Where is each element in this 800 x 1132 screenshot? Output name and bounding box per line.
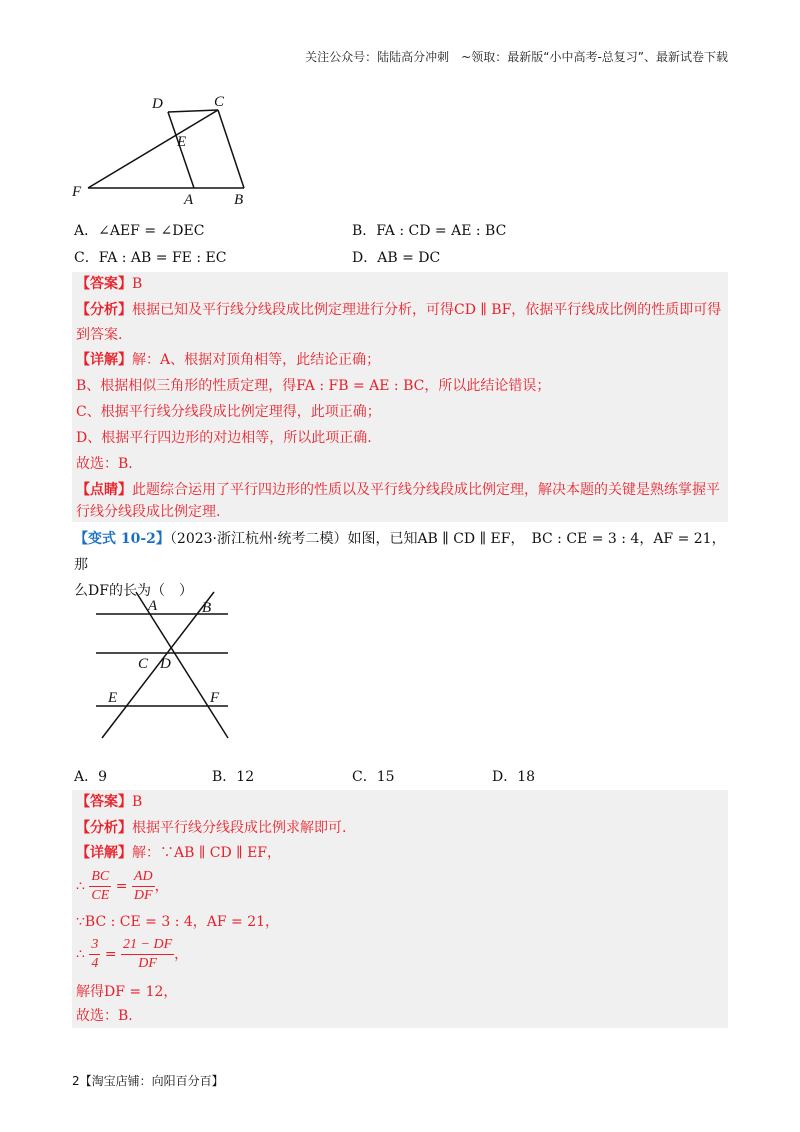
therefore-symbol: ∴ [76,878,85,895]
solution-box-1 [72,272,728,522]
detail-line-5: 故选：B. [76,456,133,472]
solve-line: 解得DF = 12， [76,984,178,1000]
q2-tag: 【变式 10-2】 [74,531,170,547]
option-c[interactable]: C．FA : AB = FE : EC [74,250,227,266]
label-C2: C [138,656,149,672]
label-B2: B [202,600,212,616]
fraction-ad-df: $\frac{AD}{DF}$ [133,869,153,903]
detail-line-1: 解：∵AB ∥ CD ∥ EF， [132,845,282,861]
label-A2: A [148,598,158,614]
option-d[interactable]: D．18 [492,769,536,785]
analysis-tag: 【分析】 [76,302,132,318]
ratio-equation-2: ∴ $\frac{3}{4}$ = $\frac{21 - DF}{DF}$ ， [76,937,189,971]
option-b[interactable]: B．12 [212,769,255,785]
label-C: C [214,94,225,110]
comment-text: 此题综合运用了平行四边形的性质以及平行线分线段成比例定理，解决本题的关键是熟练掌握平 [132,482,720,498]
answer-value: B [132,276,143,292]
solution-box-2 [72,790,728,1028]
comment-text-cont: 行线分线段成比例定理. [76,504,221,520]
answer-tag: 【答案】 [76,276,132,292]
analysis-text: 根据平行线分线段成比例求解即可. [132,820,347,836]
label-A: A [184,192,194,208]
option-b[interactable]: B．FA : CD = AE : BC [352,223,507,239]
analysis-text: 根据已知及平行线分线段成比例定理进行分析，可得CD ∥ BF，依据平行线成比例的性质即可得 [132,302,722,318]
q2-text: （2023·浙江杭州·统考二模）如图，已知AB ∥ CD ∥ EF， BC : CE = 3 : 4，AF = 21，那 [74,531,726,573]
option-d[interactable]: D．AB = DC [352,250,441,266]
label-B: B [234,192,244,208]
fraction-21-df: $\frac{21 - DF}{DF}$ [123,937,173,971]
figure-parallelogram [70,92,270,212]
detail-line-4: D、根据平行四边形的对边相等，所以此项正确. [76,430,372,446]
comment-tag: 【点睛】 [76,482,132,498]
fraction-3-4: $\frac{3}{4}$ [91,937,99,971]
choose-line: 故选：B. [76,1008,133,1024]
detail-tag: 【详解】 [76,352,132,368]
q2-options [74,766,730,786]
analysis-text-cont: 到答案. [76,327,123,343]
detail-line-3: C、根据平行线分线段成比例定理得，此项正确； [76,404,381,420]
label-F: F [72,184,82,200]
answer-tag: 【答案】 [76,794,132,810]
page-header: 关注公众号：陆陆高分冲刺 ~领取：最新版“小中高考-总复习”、最新试卷下载 [305,50,728,64]
label-E: E [177,134,187,150]
label-D2: D [160,656,171,672]
label-E2: E [108,690,118,706]
figure-parallel-lines [90,588,240,740]
q1-options [74,220,730,270]
ratio-equation-1: ∴ $\frac{BC}{CE}$ = $\frac{AD}{DF}$ ， [76,869,169,903]
q2-text-cont: 么DF的长为（ ） [74,583,193,599]
label-D: D [152,96,163,112]
option-a[interactable]: A．9 [74,769,108,785]
label-F2: F [210,690,220,706]
detail-line-1: 解：A、根据对顶角相等，此结论正确； [132,352,381,368]
option-a[interactable]: A．∠AEF = ∠DEC [74,223,205,239]
answer-value: B [132,794,143,810]
option-c[interactable]: C．15 [352,769,395,785]
detail-tag: 【详解】 [76,845,132,861]
page-footer: 2【淘宝店铺：向阳百分百】 [72,1074,224,1088]
analysis-tag: 【分析】 [76,820,132,836]
detail-line-2: B、根据相似三角形的性质定理，得FA : FB = AE : BC，所以此结论错误； [76,378,551,394]
therefore-symbol: ∴ [76,946,85,963]
fraction-bc-ce: $\frac{BC}{CE}$ [91,869,110,903]
given-ratio-line: ∵BC : CE = 3 : 4，AF = 21， [76,914,280,930]
